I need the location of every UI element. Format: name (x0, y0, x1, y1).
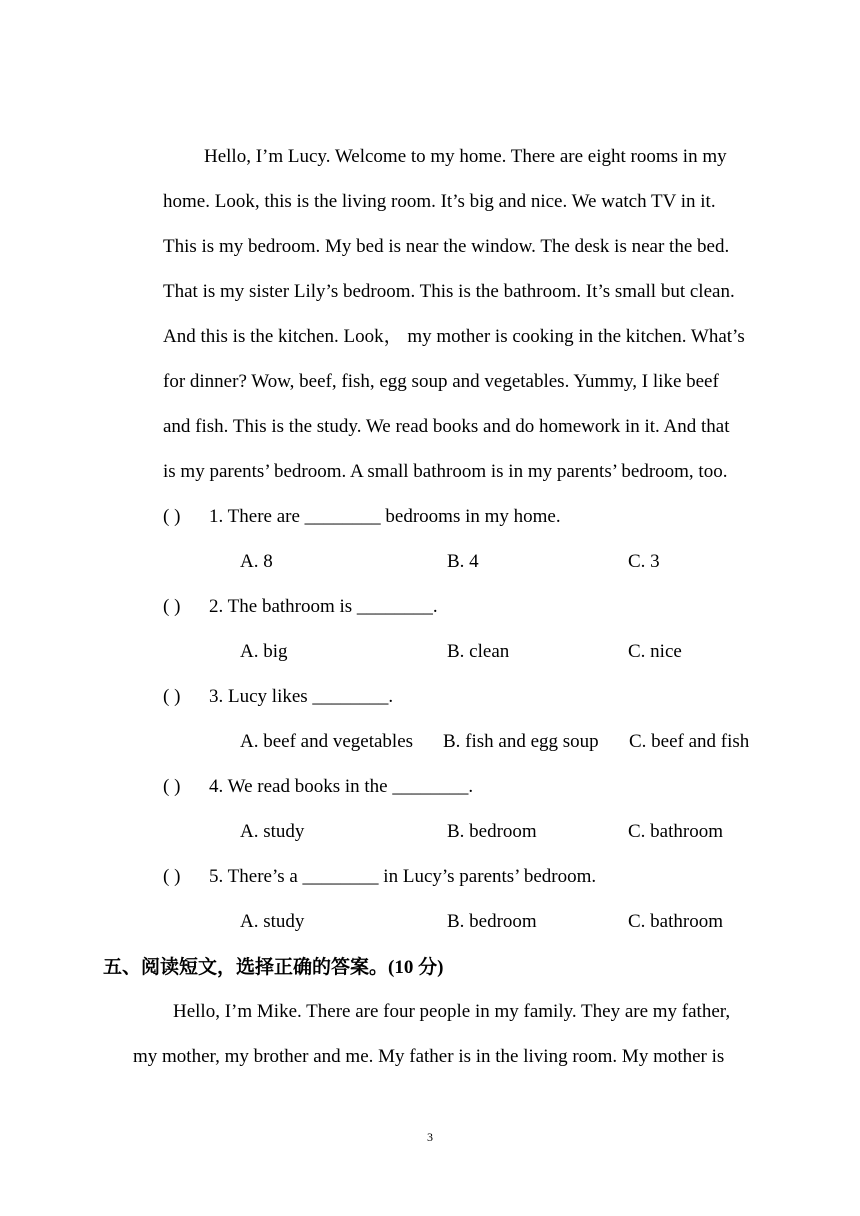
q2-option-b: B. clean (447, 641, 510, 662)
passage1-line-5: And this is the kitchen. Look， my mother is cooking in the kitchen. What’s (163, 326, 745, 347)
q2-option-c: C. nice (628, 641, 682, 662)
passage2-line-1: Hello, I’m Mike. There are four people in my family. They are my father, (173, 1001, 731, 1022)
passage2-line-2: my mother, my brother and me. My father is in the living room. My mother is (133, 1046, 725, 1067)
q3-option-b: B. fish and egg soup (443, 731, 599, 752)
question-1 (163, 505, 561, 529)
q4-option-b: B. bedroom (447, 821, 537, 842)
passage1-line-4: That is my sister Lily’s bedroom. This is the bathroom. It’s small but clean. (163, 281, 735, 302)
section-heading (103, 955, 443, 980)
question-4 (163, 775, 473, 799)
question-text: 5. There’s a ________ in Lucy’s parents’ bedroom. (209, 866, 597, 887)
question-text: 1. There are ________ bedrooms in my home. (209, 506, 561, 527)
answer-blank[interactable]: ( ) (163, 686, 181, 707)
q5-option-a: A. study (240, 911, 305, 932)
q1-option-c: C. 3 (628, 551, 660, 572)
passage1-line-6: for dinner? Wow, beef, fish, egg soup and vegetables. Yummy, I like beef (163, 371, 719, 392)
q4-option-a: A. study (240, 821, 305, 842)
section-title: 五、阅读短文，选择正确的答案。 (103, 956, 389, 978)
passage1-line-8: is my parents’ bedroom. A small bathroom is in my parents’ bedroom, too. (163, 461, 728, 482)
answer-blank[interactable]: ( ) (163, 776, 181, 797)
question-text: 3. Lucy likes ________. (209, 686, 394, 707)
q2-option-a: A. big (240, 641, 288, 662)
q3-option-a: A. beef and vegetables (240, 731, 414, 752)
passage1-line-1: Hello, I’m Lucy. Welcome to my home. There are eight rooms in my (204, 146, 727, 167)
answer-blank[interactable]: ( ) (163, 866, 181, 887)
q1-option-b: B. 4 (447, 551, 479, 572)
q1-option-a: A. 8 (240, 551, 273, 572)
question-text: 4. We read books in the ________. (209, 776, 474, 797)
q4-option-c: C. bathroom (628, 821, 723, 842)
q5-option-b: B. bedroom (447, 911, 537, 932)
passage1-line-7: and fish. This is the study. We read books and do homework in it. And that (163, 416, 730, 437)
section-points: (10 分) (388, 957, 444, 978)
page-number: 3 (427, 1130, 433, 1144)
question-5 (163, 865, 596, 889)
question-text: 2. The bathroom is ________. (209, 596, 438, 617)
q5-option-c: C. bathroom (628, 911, 723, 932)
passage1-line-3: This is my bedroom. My bed is near the window. The desk is near the bed. (163, 236, 730, 257)
question-3 (163, 685, 393, 709)
question-2 (163, 595, 438, 619)
answer-blank[interactable]: ( ) (163, 506, 181, 527)
q3-option-c: C. beef and fish (629, 731, 750, 752)
answer-blank[interactable]: ( ) (163, 596, 181, 617)
passage1-line-2: home. Look, this is the living room. It’s big and nice. We watch TV in it. (163, 191, 716, 212)
